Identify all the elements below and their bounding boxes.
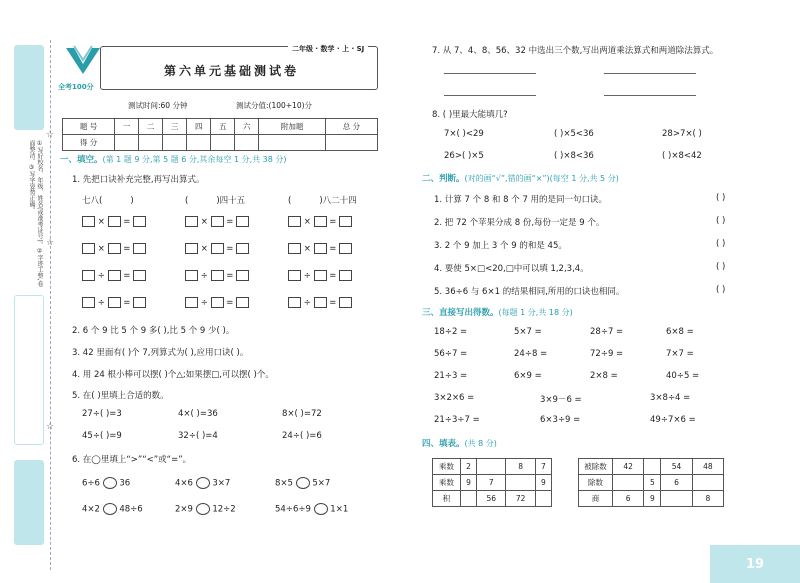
q5-item: 45÷( )=9 [82,431,122,441]
judge-paren[interactable]: ( ) [716,262,726,272]
q5-text: 5. 在( )里填上合适的数。 [72,391,169,401]
table-cell[interactable] [211,135,235,151]
grade-tag: 二年级 · 数学 · 上 · SJ [288,44,368,54]
section-3-title: 三、直接写出得数。(每题 1 分,共 18 分) [422,308,573,318]
equation-boxes: ÷ = [288,270,352,281]
sidebar-block-top [14,45,44,130]
calc-item: 21÷3÷7 = [434,415,480,425]
table-cell[interactable] [506,475,535,491]
compare-item: 2×9 12÷2 [175,504,236,515]
q1-part-2: ( )四十五 [185,196,246,206]
equation-boxes: × = [82,243,146,254]
table-cell[interactable] [613,475,644,491]
equation-boxes: × = [82,216,146,227]
equation-boxes: ÷ = [185,297,249,308]
table-cell[interactable] [661,491,692,507]
calc-item: 72÷9 = [590,349,624,359]
q8-item: ( )×8<42 [662,151,702,161]
table-row [433,475,552,491]
table-cell: 被除数 [579,459,613,475]
q1-part-3: ( )八二十四 [288,196,357,206]
calc-item: 6×3÷9 = [540,415,581,425]
table-row [579,459,724,475]
q5-item: 8×( )=72 [282,409,322,419]
table-cell[interactable] [535,491,551,507]
answer-line[interactable] [444,95,536,96]
table-cell: 四 [187,119,211,135]
star-icon: ☆ [46,130,55,140]
table-cell[interactable] [477,459,506,475]
calc-item: 7×7 = [666,349,694,359]
table-cell[interactable] [325,135,377,151]
table-cell: 乘数 [433,475,461,491]
table-cell[interactable] [235,135,259,151]
equation-boxes: ÷ = [288,297,352,308]
table-cell[interactable] [115,135,139,151]
table-cell: 2 [461,459,477,475]
equation-boxes: × = [185,216,249,227]
sidebar-block-bottom [14,460,44,545]
page-title: 第六单元基础测试卷 [164,64,300,78]
sidebar-info-box [14,295,44,445]
compare-item: 8×5 5×7 [275,478,331,489]
compare-item: 4×2 48÷6 [82,504,143,515]
table-cell: 9 [535,475,551,491]
q8-item: 7×( )<29 [444,129,484,139]
table-row [433,491,552,507]
equation-boxes: ÷ = [82,297,146,308]
table-cell: 一 [115,119,139,135]
calc-item: 56÷7 = [434,349,468,359]
equation-boxes: × = [288,216,352,227]
calc-item: 28÷7 = [590,327,624,337]
divide-table [578,458,724,507]
table-cell: 附加题 [259,119,326,135]
compare-item: 54÷6÷9 1×1 [275,504,349,515]
table-cell: 总 分 [325,119,377,135]
table-cell: 二 [139,119,163,135]
compare-item: 6÷6 36 [82,478,131,489]
section-4-title: 四、填表。(共 8 分) [422,439,497,449]
calc-item: 2×8 = [590,371,618,381]
table-cell[interactable] [259,135,326,151]
table-cell: 得 分 [63,135,115,151]
table-cell[interactable] [187,135,211,151]
table-cell: 6 [661,475,692,491]
calc-item: 3×9－6 = [540,395,582,405]
table-cell[interactable] [461,491,477,507]
table-cell: 7 [535,459,551,475]
calc-item: 40÷5 = [666,371,700,381]
table-row [433,459,552,475]
q3-text: 3. 42 里面有( )个 7,列算式为( ),应用口诀( )。 [72,348,249,358]
q5-item: 32÷( )=4 [178,431,218,441]
star-icon: ☆ [46,238,55,248]
table-cell: 54 [661,459,692,475]
section-2-title: 二、判断。(对的画“√”,错的画“×”)(每空 1 分,共 5 分) [422,174,619,184]
logo [62,44,104,84]
table-cell: 六 [235,119,259,135]
table-cell[interactable] [139,135,163,151]
table-cell: 5 [644,475,661,491]
calc-item: 21÷3 = [434,371,468,381]
q8-item: ( )×5<36 [554,129,594,139]
q7-text: 7. 从 7、4、8、56、32 中选出三个数,写出两道乘法算式和两道除法算式。 [432,46,719,56]
section-1-title: 一、填空。(第 1 题 9 分,第 5 题 6 分,其余每空 1 分,共 38 分) [60,155,287,165]
judge-paren[interactable]: ( ) [716,285,726,295]
q8-item: ( )×8<36 [554,151,594,161]
table-cell: 积 [433,491,461,507]
calc-item: 3×2×6 = [434,393,475,403]
judge-paren[interactable]: ( ) [716,216,726,226]
equation-boxes: × = [185,243,249,254]
calc-item: 6×9 = [514,371,542,381]
q8-text: 8. ( )里最大能填几? [432,110,508,120]
table-row [579,491,724,507]
q1-text: 1. 先把口诀补充完整,再写出算式。 [72,175,205,185]
calc-item: 3×8÷4 = [650,393,691,403]
q1-part-1: 七八( ) [82,196,134,206]
table-cell: 72 [506,491,535,507]
q5-item: 27÷( )=3 [82,409,122,419]
table-cell: 9 [461,475,477,491]
judge-item: 5. 36÷6 与 6×1 的结果相同,所用的口诀也相同。 [434,287,625,297]
binding-margin [0,0,48,583]
star-icon: ☆ [46,422,55,432]
table-row [579,475,724,491]
score-table [62,118,378,151]
table-cell: 乘数 [433,459,461,475]
q5-item: 24÷( )=6 [282,431,322,441]
judge-paren[interactable]: ( ) [716,193,726,203]
calc-item: 18÷2 = [434,327,468,337]
q6-text: 6. 在◯里填上“>”“<”或“=”。 [72,455,192,465]
table-cell: 除数 [579,475,613,491]
calc-item: 24÷8 = [514,349,548,359]
judge-item: 1. 计算 7 个 8 和 8 个 7 用的是同一句口诀。 [434,195,608,205]
compare-item: 4×6 3×7 [175,478,231,489]
page-number: 19 [710,545,800,583]
table-cell[interactable] [163,135,187,151]
q2-text: 2. 6 个 9 比 5 个 9 多( ),比 5 个 9 少( )。 [72,326,235,336]
calc-item: 6×8 = [666,327,694,337]
table-cell: 8 [506,459,535,475]
table-cell: 56 [477,491,506,507]
q8-item: 28>7×( ) [662,129,702,139]
judge-item: 2. 把 72 个苹果分成 8 份,每份一定是 9 个。 [434,218,605,228]
table-row [63,135,378,151]
table-cell: 商 [579,491,613,507]
table-cell: 7 [477,475,506,491]
judge-paren[interactable]: ( ) [716,239,726,249]
answer-line[interactable] [444,73,536,74]
answer-line[interactable] [604,95,696,96]
test-score: 测试分值:(100+10)分 [236,101,313,110]
calc-item: 49÷7×6 = [650,415,696,425]
sidebar-notes: ①写好校名、年级、姓名(或准考证号)。②字迹工整,卷面整洁。③写字姿势正确。 [28,140,43,287]
cut-line [50,40,51,570]
table-cell: 8 [692,491,723,507]
q8-item: 26>( )×5 [444,151,484,161]
table-cell[interactable] [644,459,661,475]
equation-boxes: ÷ = [185,270,249,281]
table-cell: 三 [163,119,187,135]
table-cell: 9 [644,491,661,507]
equation-boxes: × = [288,243,352,254]
test-time: 测试时间:60 分钟 [128,101,188,110]
answer-line[interactable] [604,73,696,74]
table-cell: 6 [613,491,644,507]
table-row [63,119,378,135]
q5-item: 4×( )=36 [178,409,218,419]
calc-item: 5×7 = [514,327,542,337]
judge-item: 4. 要使 5×□<20,□中可以填 1,2,3,4。 [434,264,589,274]
equation-boxes: ÷ = [82,270,146,281]
table-cell: 题 号 [63,119,115,135]
table-cell[interactable] [692,475,723,491]
table-cell: 48 [692,459,723,475]
table-cell: 五 [211,119,235,135]
table-cell: 42 [613,459,644,475]
q4-text: 4. 用 24 根小棒可以摆( )个△;如果摆□,可以摆( )个。 [72,370,274,380]
judge-item: 3. 2 个 9 加上 3 个 9 的和是 45。 [434,241,567,251]
multiply-table [432,458,552,507]
logo-text: 全考100分 [58,83,94,91]
